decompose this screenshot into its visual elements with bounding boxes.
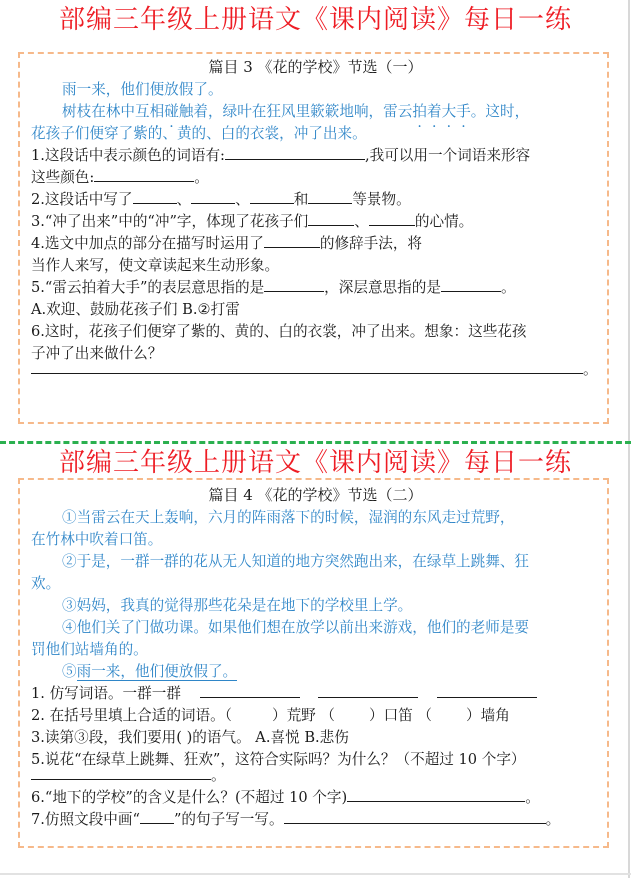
question-6-cont: 子冲了出来做什么？ [31,345,163,362]
passage-paragraph-1: ①当雷云在天上轰响，六月的阵雨落下的时候，湿润的东风走过荒野， [62,509,515,526]
question-3: 3.“冲了出来”中的“冲”字，体现了花孩子们 、 的心情。 [31,213,474,230]
question-3: 3.读第③段，我们要用( )的语气。 A.喜悦 B.悲伤 [31,729,349,746]
question-1: 1.这段话中表示颜色的词语有: ,我可以用一个词语来形容 [31,147,531,164]
passage-paragraph-2: ②于是，一群一群的花从无人知道的地方突然跑出来，在绿草上跳舞、狂 [62,553,530,570]
question-4: 4.选文中加点的部分在描写时运用了 的修辞手法，将 [31,235,423,252]
answer-blank[interactable] [133,189,177,204]
answer-blank[interactable] [31,359,583,374]
answer-blank[interactable] [264,277,324,292]
page-edge-bottom [0,873,631,875]
worksheet-title-2: 部编三年级上册语文《课内阅读》每日一练 [58,448,572,478]
answer-blank[interactable] [225,145,365,160]
answer-blank[interactable] [31,765,211,780]
emphasis-dot-char: 手 [456,103,471,120]
answer-blank[interactable] [200,683,300,698]
emphasis-dot-char: 大 [441,103,457,120]
question-5: 5.“雷云拍着大手”的表层意思指的是 ，深层意思指的是 。 [31,279,516,296]
passage-paragraph-1: 雨一来，他们便放假了。 [62,81,223,98]
worksheet-title-1: 部编三年级上册语文《课内阅读》每日一练 [58,5,572,35]
question-2: 2.这段话中写了 、 、 和 等景物。 [31,191,411,208]
passage-paragraph-2-cont: 花孩子们便穿了紫的、黄的、白的衣裳，冲了出来。 [31,125,367,142]
cut-divider [0,441,631,444]
page-edge-right [628,0,630,878]
underline-sample [140,809,174,824]
emphasis-dot-char: 拍 [412,103,427,120]
answer-blank[interactable] [437,683,537,698]
answer-blank[interactable] [250,189,294,204]
answer-blank[interactable] [264,233,320,248]
passage-paragraph-5: ⑤雨一来，他们便放假了。 [62,663,238,680]
question-6: 6.“地下的学校”的含义是什么？(不超过 10 个字) 。 [31,789,540,806]
underlined-sentence: 雨一来，他们便放假了。 [76,663,238,680]
answer-blank[interactable] [369,211,415,226]
question-5-answer: 。 [31,765,226,787]
answer-blank[interactable] [347,787,525,802]
section-heading-2: 篇目 4 《花的学校》节选（二） [208,486,423,504]
question-1: 1. 仿写词语。一群一群 [31,683,537,705]
emphasis-dot-char: 着 [426,103,442,120]
passage-paragraph-1-cont: 在竹林中吹着口笛。 [31,531,163,548]
answer-blank[interactable] [318,683,418,698]
section-heading-1: 篇目 3 《花的学校》节选（一） [208,58,423,76]
question-5: 5.说花“在绿草上跳舞、狂欢”，这符合实际吗？为什么？（不超过 10 个字） [31,751,526,768]
answer-blank[interactable] [191,189,235,204]
answer-blank[interactable] [441,277,501,292]
answer-blank[interactable] [308,211,354,226]
passage-paragraph-2-cont: 欢。 [31,575,61,592]
answer-blank[interactable] [94,167,194,182]
answer-blank[interactable] [284,809,546,824]
question-7: 7.仿照文段中画“ ”的句子写一写。 。 [31,811,561,828]
question-2: 2. 在括号里填上合适的词语。（ ）荒野 （ ）口笛 （ ）墙角 [31,707,510,724]
question-6: 6.这时，花孩子们便穿了紫的、黄的、白的衣裳，冲了出来。想象：这些花孩 [31,323,527,340]
emphasis-dot-char: 相 [149,103,165,120]
emphasis-dot-char: 互 [134,103,150,120]
question-6-answer: 。 [31,359,598,381]
passage-paragraph-4-cont: 罚他们站墙角的。 [31,641,148,658]
emphasis-dot-char: 碰 [164,103,179,120]
passage-paragraph-3: ③妈妈，我真的觉得那些花朵是在地下的学校里上学。 [62,597,413,614]
question-4-cont: 当作人来写，使文章读起来生动形象。 [31,257,280,274]
passage-paragraph-4: ④他们关了门做功课。如果他们想在放学以前出来游戏，他们的老师是要 [62,619,530,636]
question-1-cont: 这些颜色: 。 [31,169,209,186]
passage-paragraph-2: 树枝在林中互相碰触着，绿叶在狂风里簌簌地响，雷云拍着大手。这时， [62,103,530,120]
answer-blank[interactable] [308,189,352,204]
emphasis-dot-char: 触 [178,103,194,120]
question-5-options: A.欢迎、鼓励花孩子们 B.②打雷 [31,301,240,318]
